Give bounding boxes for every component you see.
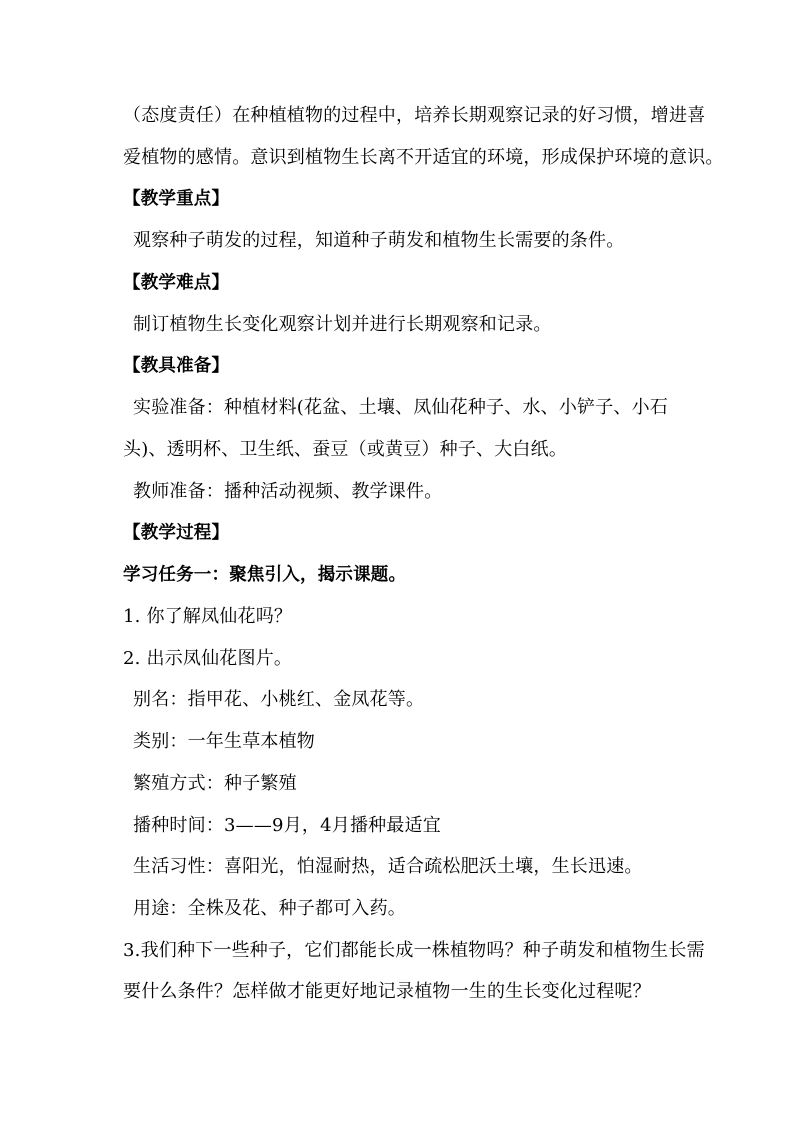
teacher-prep: 教师准备：播种活动视频、教学课件。 [133, 481, 443, 502]
experiment-prep-line-1: 实验准备：种植材料(花盆、土壤、凤仙花种子、水、小铲子、小石 [133, 397, 669, 418]
flower-habits: 生活习性：喜阳光，怕湿耐热，适合疏松肥沃土壤，生长迅速。 [133, 856, 643, 877]
list-item-3-line-1: 3.我们种下一些种子，它们都能长成一株植物吗？种子萌发和植物生长需 [123, 940, 705, 961]
flower-sowing-time: 播种时间：3——9月，4月播种最适宜 [133, 815, 441, 836]
task-1-title: 学习任务一：聚焦引入，揭示课题。 [123, 565, 407, 585]
key-points-heading: 【教学重点】 [123, 189, 230, 209]
process-heading: 【教学过程】 [123, 523, 230, 543]
key-points-text: 观察种子萌发的过程，知道种子萌发和植物生长需要的条件。 [133, 230, 625, 251]
attitude-paragraph-line-1: （态度责任）在种植植物的过程中，培养长期观察记录的好习惯，增进喜 [123, 105, 706, 126]
flower-category: 类别：一年生草本植物 [133, 731, 315, 752]
difficulties-heading: 【教学难点】 [123, 273, 230, 293]
list-item-3-line-2: 要什么条件？怎样做才能更好地记录植物一生的生长变化过程呢？ [123, 981, 651, 1002]
materials-heading: 【教具准备】 [123, 356, 230, 376]
difficulties-text: 制订植物生长变化观察计划并进行长期观察和记录。 [133, 314, 552, 335]
attitude-paragraph-line-2: 爱植物的感情。意识到植物生长离不开适宜的环境，形成保护环境的意识。 [123, 147, 724, 168]
flower-alias: 别名：指甲花、小桃红、金凤花等。 [133, 689, 425, 710]
list-item-1: 1. 你了解凤仙花吗？ [123, 606, 293, 627]
flower-usage: 用途：全株及花、种子都可入药。 [133, 898, 406, 919]
list-item-2: 2. 出示凤仙花图片。 [123, 648, 293, 669]
flower-reproduction: 繁殖方式：种子繁殖 [133, 773, 297, 794]
experiment-prep-line-2: 头)、透明杯、卫生纸、蚕豆（或黄豆）种子、大白纸。 [123, 439, 568, 460]
